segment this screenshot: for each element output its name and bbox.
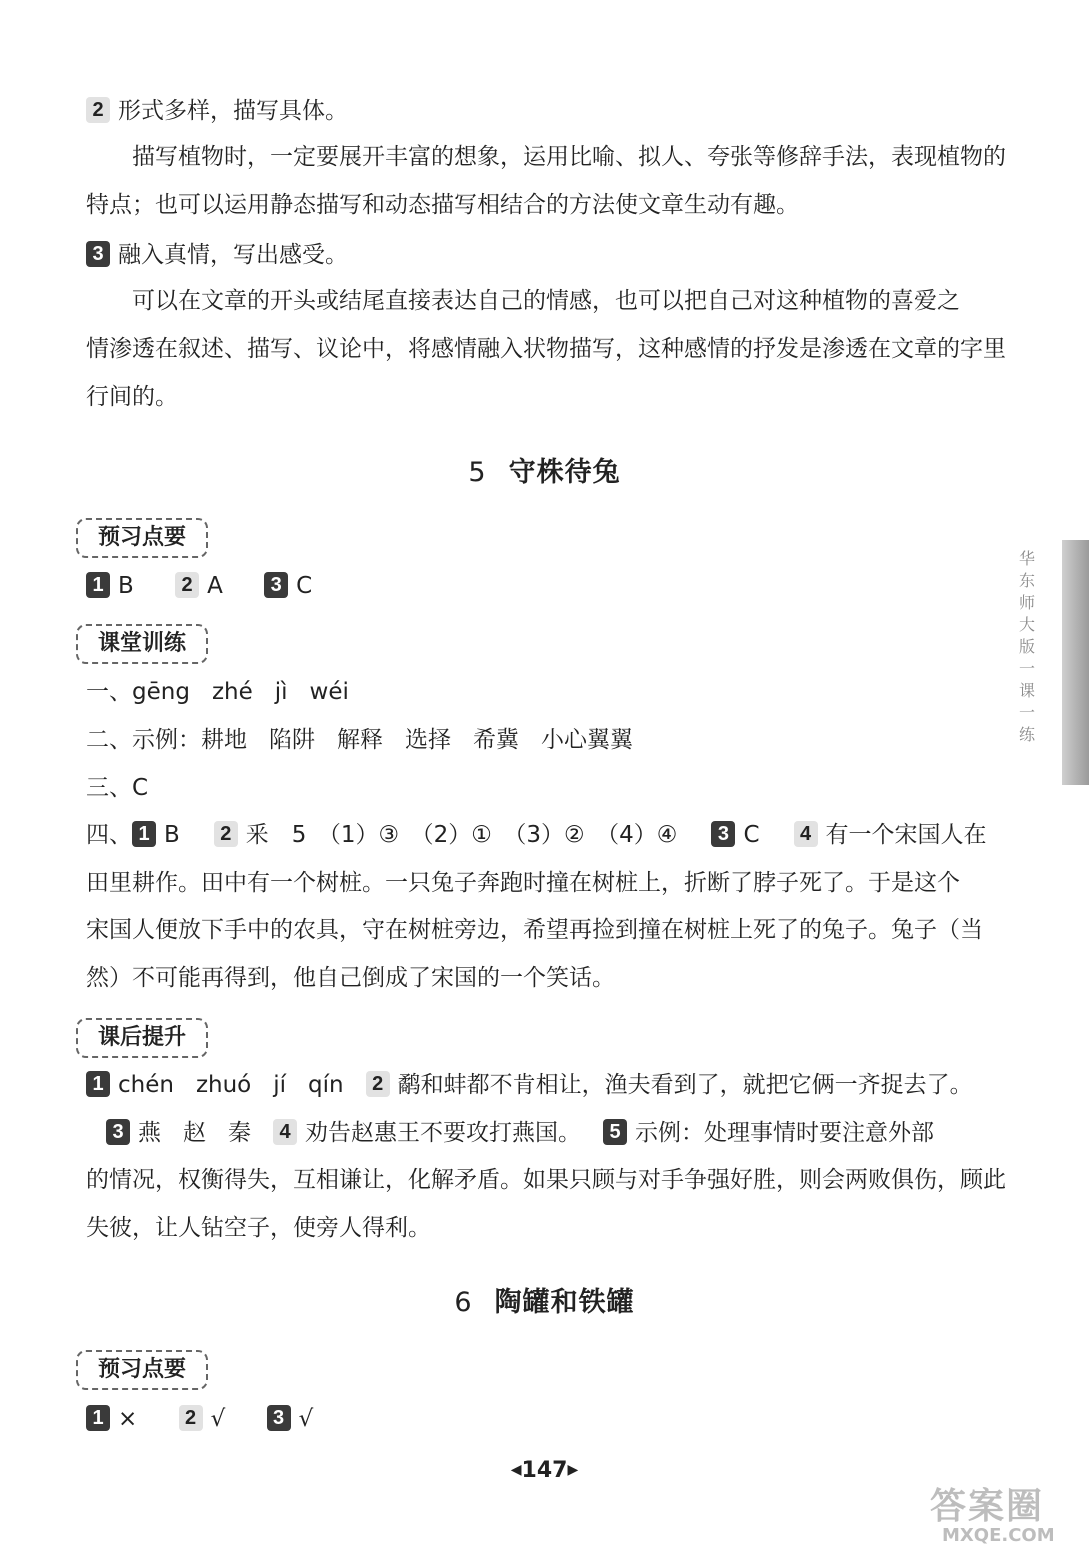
paragraph-line: 描写植物时，一定要展开丰富的想象，运用比喻、拟人、夸张等修辞手法，表现植物的 — [132, 144, 1006, 170]
word: 希冀 — [473, 727, 519, 753]
answer-text: A — [207, 573, 223, 599]
word: 秦 — [228, 1120, 251, 1146]
number-badge: 1 — [86, 1071, 110, 1097]
pinyin: zhé — [211, 679, 253, 705]
word: 选择 — [405, 727, 451, 753]
answer-prefix: 四、 — [86, 822, 132, 848]
section-label-preview: 预习点要 — [76, 1350, 208, 1390]
watermark-text: 答案圈 — [930, 1486, 1045, 1527]
pinyin: jì — [274, 679, 288, 705]
answer-prefix: 二、示例： — [86, 727, 201, 753]
number-badge: 2 — [179, 1405, 203, 1431]
answer-row — [86, 1404, 966, 1434]
number-badge: 3 — [264, 572, 288, 598]
page-number-text: 147 — [521, 1458, 568, 1483]
number-badge: 5 — [603, 1119, 627, 1145]
answer-row — [86, 1118, 986, 1148]
answer-prefix: 一、 — [86, 679, 132, 705]
paragraph-line: 宋国人便放下手中的农具，守在树桩旁边，希望再捡到撞在树桩上死了的兔子。兔子（当 — [86, 917, 983, 943]
pinyin: zhuó — [195, 1072, 252, 1098]
answer-text: √ — [298, 1406, 314, 1432]
answer-text: B — [118, 573, 134, 599]
answer-text: C — [743, 822, 760, 848]
page-number — [0, 1458, 1089, 1483]
watermark-url: MXQE.COM — [942, 1525, 1055, 1546]
answer-item-3 — [86, 240, 966, 270]
answer-text: 釆 5 （1）③ （2）① （3）② （4）④ — [245, 822, 678, 848]
answer-row — [86, 1070, 973, 1100]
answer-item-2 — [86, 96, 966, 126]
section-label-after: 课后提升 — [76, 1018, 208, 1058]
answer-row — [86, 677, 966, 707]
word: 小心翼翼 — [541, 727, 633, 753]
number-badge: 1 — [86, 1405, 110, 1431]
lesson-title-text: 守株待兔 — [508, 457, 621, 488]
number-badge: 3 — [267, 1405, 291, 1431]
pinyin: qín — [308, 1072, 344, 1098]
answer-row — [86, 725, 966, 755]
paragraph-line: 失彼，让人钻空子，使旁人得利。 — [86, 1215, 431, 1241]
item-text: 形式多样，描写具体。 — [118, 98, 348, 124]
word: 陷阱 — [269, 727, 315, 753]
number-badge: 1 — [86, 572, 110, 598]
answer-text: √ — [210, 1406, 226, 1432]
answer-row — [86, 820, 987, 850]
pinyin: wéi — [309, 679, 349, 705]
answer-text: 鹬和蚌都不肯相让，渔夫看到了，就把它俩一齐捉去了。 — [397, 1072, 973, 1098]
lesson-title-text: 陶罐和铁罐 — [494, 1287, 635, 1318]
number-badge: 3 — [711, 821, 735, 847]
word: 耕地 — [201, 727, 247, 753]
pinyin: gēng — [132, 679, 190, 705]
section-label-preview: 预习点要 — [76, 518, 208, 558]
answer-text: C — [296, 573, 313, 599]
word: 赵 — [183, 1120, 206, 1146]
paragraph-line: 田里耕作。田中有一个树桩。一只兔子奔跑时撞在树桩上，折断了脖子死了。于是这个 — [86, 870, 960, 896]
answer-text: 有一个宋国人在 — [825, 822, 987, 848]
paragraph-line: 的情况，权衡得失，互相谦让，化解矛盾。如果只顾与对手争强好胜，则会两败俱伤，顾此 — [86, 1167, 1006, 1193]
paragraph-line: 特点；也可以运用静态描写和动态描写相结合的方法使文章生动有趣。 — [86, 192, 799, 218]
answer-text: B — [164, 822, 180, 848]
pinyin: chén — [118, 1072, 174, 1098]
number-badge: 2 — [175, 572, 199, 598]
number-badge: 3 — [86, 241, 110, 267]
right-arrow-icon: ▶ — [567, 1462, 579, 1478]
word: 解释 — [337, 727, 383, 753]
answer-row — [86, 571, 966, 601]
lesson-5-title — [0, 450, 1089, 489]
side-tab — [1062, 540, 1089, 785]
paragraph-line: 可以在文章的开头或结尾直接表达自己的情感，也可以把自己对这种植物的喜爱之 — [132, 288, 960, 314]
section-label-class: 课堂训练 — [76, 624, 208, 664]
number-badge: 2 — [86, 97, 110, 123]
answer-row: 三、C — [86, 775, 149, 801]
answer-text: 示例：处理事情时要注意外部 — [635, 1120, 934, 1146]
number-badge: 3 — [106, 1119, 130, 1145]
answer-text: × — [118, 1406, 138, 1432]
item-text: 融入真情，写出感受。 — [118, 242, 348, 268]
paragraph-line: 行间的。 — [86, 384, 178, 410]
lesson-6-title — [0, 1280, 1089, 1319]
number-badge: 2 — [366, 1071, 390, 1097]
side-book-label: 华东师大版一课一练 — [1018, 549, 1035, 744]
lesson-number: 6 — [454, 1287, 473, 1318]
paragraph-line: 然）不可能再得到，他自己倒成了宋国的一个笑话。 — [86, 965, 615, 991]
number-badge: 4 — [273, 1119, 297, 1145]
lesson-number: 5 — [468, 457, 487, 488]
number-badge: 4 — [794, 821, 818, 847]
number-badge: 1 — [132, 821, 156, 847]
answer-text: 劝告赵惠王不要攻打燕国。 — [305, 1120, 581, 1146]
pinyin: jí — [273, 1072, 287, 1098]
paragraph-line: 情渗透在叙述、描写、议论中，将感情融入状物描写，这种感情的抒发是渗透在文章的字里 — [86, 336, 1006, 362]
word: 燕 — [138, 1120, 161, 1146]
left-arrow-icon: ◀ — [510, 1462, 522, 1478]
number-badge: 2 — [214, 821, 238, 847]
